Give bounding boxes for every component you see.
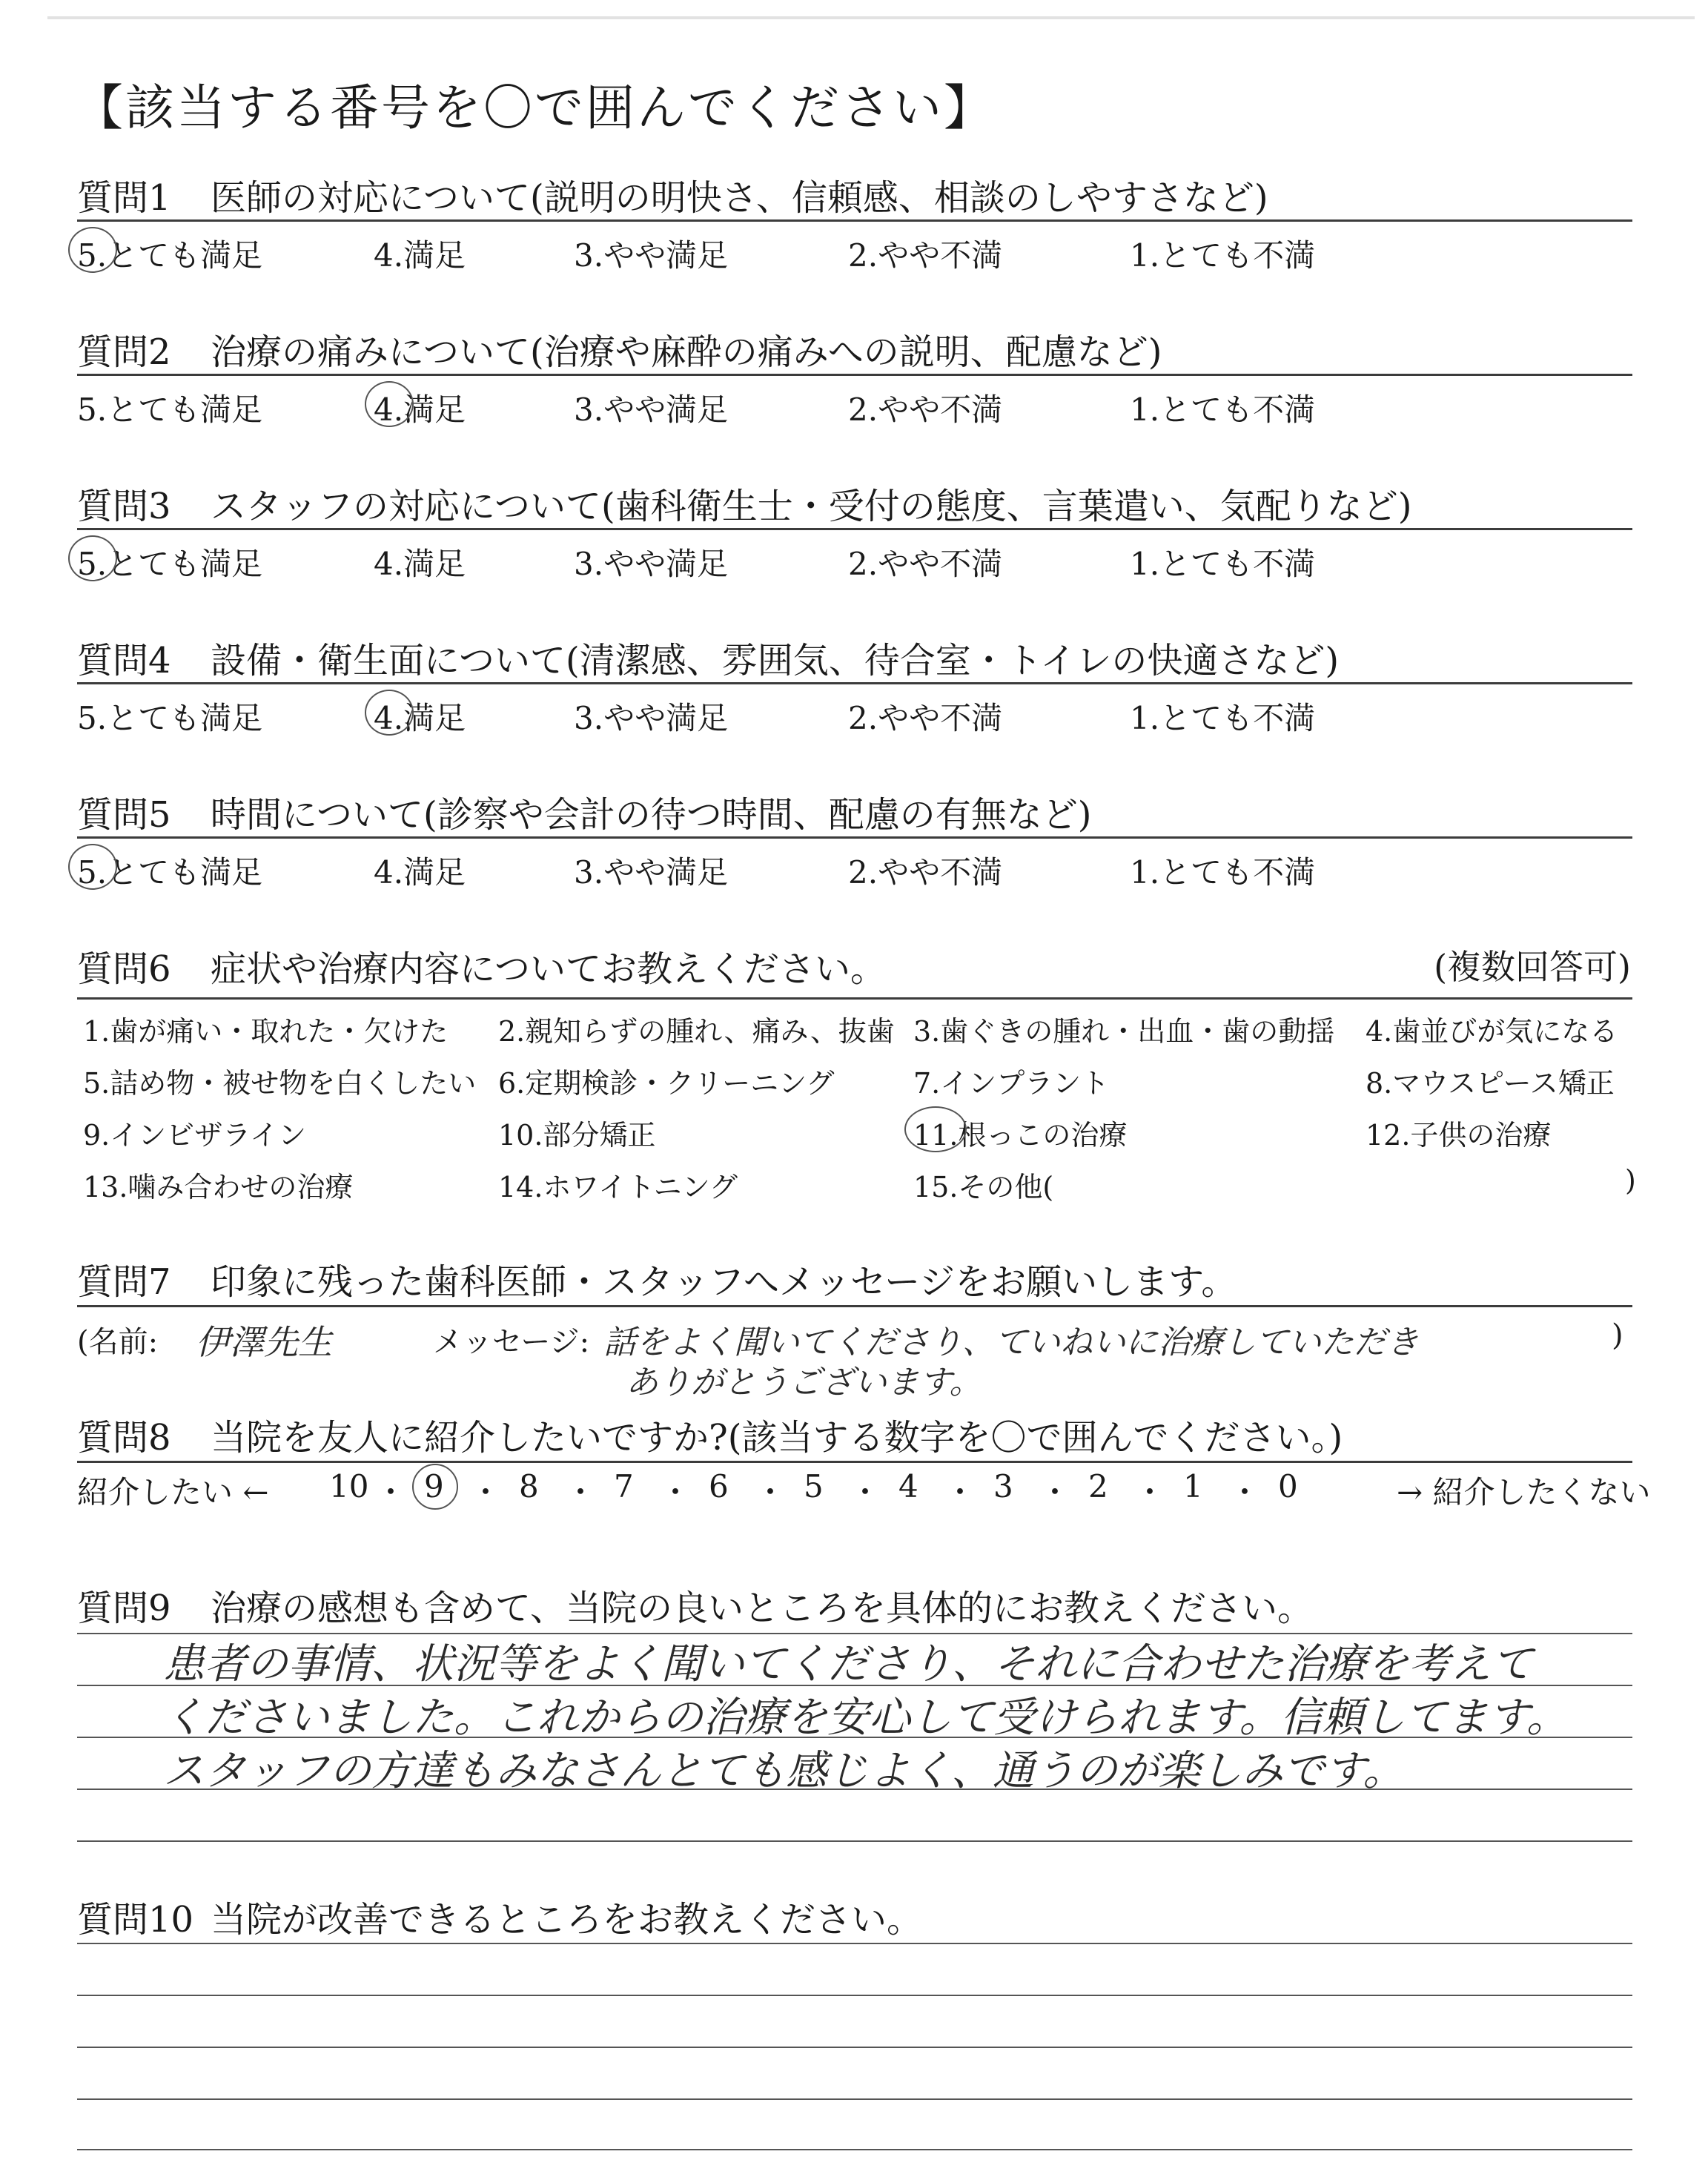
q10-heading <box>77 1891 922 1942</box>
rating-option[interactable]: 4.満足 <box>374 392 466 428</box>
scale-left-label: 紹介したい ← <box>77 1474 269 1510</box>
message-line-2[interactable]: ありがとうございます。 <box>626 1364 982 1401</box>
q10-line <box>77 2098 1632 2100</box>
q6-option[interactable]: 10.部分矯正 <box>498 1119 656 1152</box>
rating-option[interactable]: 1.とても不満 <box>1130 700 1316 736</box>
q6-heading <box>77 940 886 991</box>
q6-option[interactable]: 3.歯ぐきの腫れ・出血・歯の動揺 <box>913 1015 1335 1048</box>
rating-option[interactable]: 3.やや満足 <box>574 700 729 736</box>
rating-option[interactable]: 1.とても不満 <box>1130 854 1316 891</box>
rating-option[interactable]: 3.やや満足 <box>574 237 729 274</box>
question-heading <box>77 478 1412 529</box>
q8-text: 当院を友人に紹介したいですか?(該当する数字を〇で囲んでください。) <box>211 1417 1343 1459</box>
scale-dot: ・ <box>565 1474 597 1510</box>
question-heading <box>77 786 1092 837</box>
rating-option[interactable]: 1.とても不満 <box>1130 237 1316 274</box>
q9-answer-line-3[interactable]: スタッフの方達もみなさんとても感じよく、通うのが楽しみです。 <box>163 1747 1405 1795</box>
rating-option[interactable]: 2.やや不満 <box>848 854 1003 891</box>
rating-option[interactable]: 1.とても不満 <box>1130 392 1316 428</box>
scale-dot: ・ <box>375 1474 407 1510</box>
scale-dot: ・ <box>850 1474 881 1510</box>
q6-option[interactable]: 5.詰め物・被せ物を白くしたい <box>83 1067 477 1100</box>
selection-circle <box>68 535 117 581</box>
scale-value[interactable]: 7 <box>614 1468 634 1505</box>
selection-circle <box>68 844 117 890</box>
q8-heading <box>77 1409 1343 1460</box>
rating-option[interactable]: 2.やや不満 <box>848 546 1003 582</box>
page-title: 【該当する番号を〇で囲んでください】 <box>74 79 995 136</box>
rating-options <box>77 540 1634 584</box>
rating-option[interactable]: 4.満足 <box>374 546 466 582</box>
q6-options <box>83 1008 1640 1231</box>
q6-option[interactable]: 11.根っこの治療 <box>913 1119 1128 1152</box>
question-heading <box>77 169 1268 220</box>
name-label: (名前: <box>77 1325 159 1359</box>
selection-circle <box>68 227 117 273</box>
question-rule <box>77 836 1632 839</box>
scale-value[interactable]: 8 <box>519 1468 539 1505</box>
q10-label: 質問10 <box>77 1899 194 1941</box>
rating-option[interactable]: 2.やや不満 <box>848 237 1003 274</box>
scale-dot: ・ <box>1134 1474 1166 1510</box>
q7-rule <box>77 1305 1632 1307</box>
rating-option[interactable]: 3.やや満足 <box>574 854 729 891</box>
rating-option[interactable]: 5.とても満足 <box>77 546 263 582</box>
message-close: ) <box>1612 1318 1623 1353</box>
rating-option[interactable]: 4.満足 <box>374 237 466 274</box>
q6-option[interactable]: 2.親知らずの腫れ、痛み、抜歯 <box>498 1015 895 1048</box>
question-rule <box>77 374 1632 376</box>
q9-heading <box>77 1579 1313 1631</box>
question-text: 治療の痛みについて(治療や麻酔の痛みへの説明、配慮など) <box>211 331 1162 373</box>
selection-circle <box>365 690 414 736</box>
question-label: 質問1 <box>77 177 171 219</box>
rating-option[interactable]: 3.やや満足 <box>574 392 729 428</box>
question-text: 設備・衛生面について(清潔感、雰囲気、待合室・トイレの快適さなど) <box>211 640 1340 681</box>
q6-option[interactable]: 15.その他( <box>913 1171 1054 1203</box>
name-value[interactable]: 伊澤先生 <box>196 1322 332 1362</box>
q9-label: 質問9 <box>77 1588 171 1629</box>
question-rule <box>77 219 1632 222</box>
q6-option[interactable]: 8.マウスピース矯正 <box>1366 1067 1615 1100</box>
rating-option[interactable]: 5.とても満足 <box>77 854 263 891</box>
rating-option[interactable]: 2.やや不満 <box>848 700 1003 736</box>
scale-dot: ・ <box>470 1474 502 1510</box>
question-rule <box>77 528 1632 530</box>
question-label: 質問2 <box>77 331 171 373</box>
q6-option[interactable]: 12.子供の治療 <box>1366 1119 1552 1152</box>
q10-line <box>77 1943 1632 1944</box>
question-label: 質問4 <box>77 640 171 681</box>
scale-dot: ・ <box>1229 1474 1261 1510</box>
q7-message-row <box>77 1312 1634 1401</box>
message-label: メッセージ: <box>433 1325 590 1359</box>
q10-line <box>77 2047 1632 2048</box>
q6-option[interactable]: 1.歯が痛い・取れた・欠けた <box>83 1015 448 1048</box>
rating-options <box>77 694 1634 739</box>
question-text: 時間について(診察や会計の待つ時間、配慮の有無など) <box>211 794 1092 836</box>
question-label: 質問5 <box>77 794 171 836</box>
scale-value[interactable]: 3 <box>993 1468 1013 1505</box>
scale-value[interactable]: 9 <box>424 1468 444 1505</box>
q7-heading <box>77 1253 1237 1304</box>
q6-rule <box>77 997 1632 1000</box>
question-text: スタッフの対応について(歯科衛生士・受付の態度、言葉遣い、気配りなど) <box>211 486 1412 527</box>
message-line-1[interactable]: 話をよく聞いてくださり、ていねいに治療していただき <box>603 1324 1419 1361</box>
q10-line <box>77 2149 1632 2150</box>
scale-value[interactable]: 5 <box>804 1468 824 1505</box>
q9-line <box>77 1840 1632 1842</box>
q6-option[interactable]: 4.歯並びが気になる <box>1366 1015 1618 1048</box>
q6-option[interactable]: 9.インビザライン <box>83 1119 307 1152</box>
rating-option[interactable]: 5.とても満足 <box>77 700 263 736</box>
q6-note: (複数回答可) <box>1434 947 1631 987</box>
rating-options <box>77 848 1634 893</box>
rating-option[interactable]: 3.やや満足 <box>574 546 729 582</box>
q6-option[interactable]: 6.定期検診・クリーニング <box>498 1067 835 1100</box>
q8-rule <box>77 1461 1632 1463</box>
scale-value[interactable]: 4 <box>898 1468 918 1505</box>
selection-circle <box>365 381 414 427</box>
scale-dot: ・ <box>755 1474 787 1510</box>
rating-option[interactable]: 1.とても不満 <box>1130 546 1316 582</box>
question-label: 質問3 <box>77 486 171 527</box>
top-border <box>47 16 1695 19</box>
rating-option[interactable]: 2.やや不満 <box>848 392 1003 428</box>
question-text: 医師の対応について(説明の明快さ、信頼感、相談のしやすさなど) <box>211 177 1268 219</box>
rating-option[interactable]: 4.満足 <box>374 700 466 736</box>
rating-option[interactable]: 4.満足 <box>374 854 466 891</box>
selection-circle <box>412 1464 458 1510</box>
scale-value[interactable]: 1 <box>1183 1468 1203 1505</box>
scale-value[interactable]: 2 <box>1088 1468 1108 1505</box>
rating-options <box>77 231 1634 276</box>
rating-options <box>77 386 1634 430</box>
q6-option[interactable]: 13.噛み合わせの治療 <box>83 1171 354 1203</box>
q9-text: 治療の感想も含めて、当院の良いところを具体的にお教えください。 <box>211 1588 1314 1629</box>
scale-value[interactable]: 0 <box>1278 1468 1298 1505</box>
q8-label: 質問8 <box>77 1417 171 1459</box>
question-heading <box>77 323 1162 374</box>
question-heading <box>77 632 1339 683</box>
scale-dot: ・ <box>1039 1474 1071 1510</box>
scale-dot: ・ <box>944 1474 976 1510</box>
q7-text: 印象に残った歯科医師・スタッフへメッセージをお願いします。 <box>211 1261 1237 1303</box>
q10-line <box>77 1995 1632 1996</box>
q6-option[interactable]: 7.インプラント <box>913 1067 1110 1100</box>
referral-scale <box>77 1468 1651 1513</box>
rating-option[interactable]: 5.とても満足 <box>77 392 263 428</box>
q6-text: 症状や治療内容についてお教えください。 <box>211 948 887 990</box>
selection-circle <box>904 1106 967 1152</box>
scale-value[interactable]: 10 <box>329 1468 369 1505</box>
q7-label: 質問7 <box>77 1261 171 1303</box>
scale-value[interactable]: 6 <box>709 1468 729 1505</box>
q6-label: 質問6 <box>77 948 171 990</box>
question-rule <box>77 682 1632 684</box>
q9-answer-line-2[interactable]: くださいました。これからの治療を安心して受けられます。信頼してます。 <box>163 1694 1569 1742</box>
scale-right-label: → 紹介したくない <box>1397 1474 1651 1510</box>
q6-option[interactable]: ) <box>1625 1164 1636 1197</box>
scale-dot: ・ <box>660 1474 692 1510</box>
q10-text: 当院が改善できるところをお教えください。 <box>211 1899 923 1941</box>
rating-option[interactable]: 5.とても満足 <box>77 237 263 274</box>
q9-answer-line-1[interactable]: 患者の事情、状況等をよく聞いてくださり、それに合わせた治療を考えて <box>163 1640 1533 1688</box>
q6-option[interactable]: 14.ホワイトニング <box>498 1171 738 1203</box>
